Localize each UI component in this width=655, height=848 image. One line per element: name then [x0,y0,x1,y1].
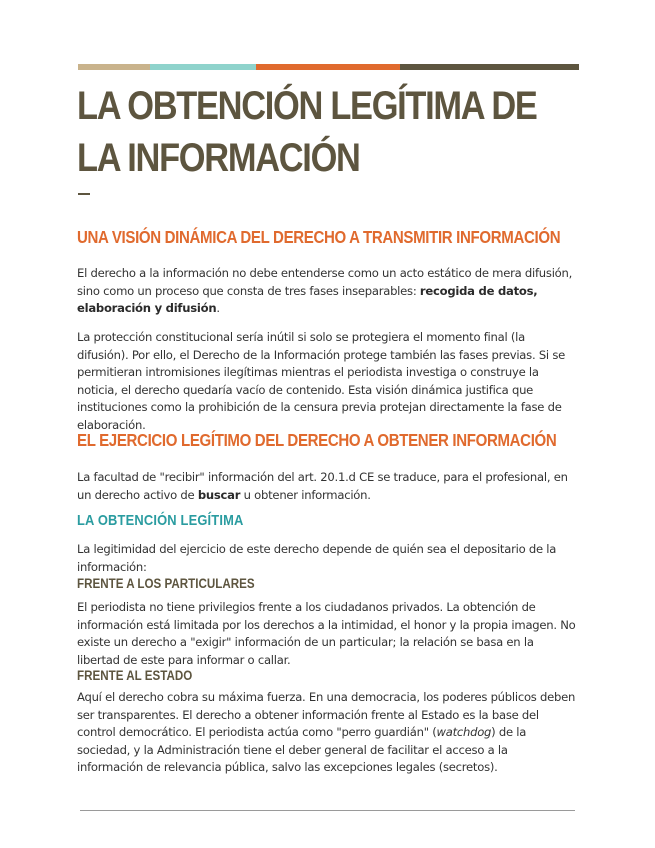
bar-segment-tan [78,64,150,70]
estado-paragraph [77,689,577,777]
particulares-heading: FRENTE A LOS PARTICULARES [77,576,255,591]
estado-text-a: Aquí el derecho cobra su máxima fuerza. En una democracia, los poderes públicos deben ser transparentes. El derecho a obtener información frente al Estado es la base del control democrático. El periodista actúa como "perro guardián" ( [77,690,576,739]
estado-heading: FRENTE AL ESTADO [77,668,193,683]
section2-paragraph2: La legitimidad del ejercicio de este derecho depende de quién sea el depositario de la información: [77,542,557,574]
section1-p1-end: . [216,301,220,315]
section1-p1-text: El derecho a la información no debe entenderse como un acto estático de mera difusión, sino como un proceso que consta de tres fases inseparables: [77,266,573,298]
section2-paragraph1 [77,469,577,504]
estado-text-b: ) de la sociedad, y la Administración tiene el deber general de facilitar el acceso a la información de relevancia pública, salvo las excepciones legales (secretos). [77,725,527,774]
title-underline-dash [78,193,90,195]
section1-p1-bold: recogida de datos, elaboración y difusión [77,283,538,315]
bar-segment-teal [150,64,256,70]
section2-heading: EL EJERCICIO LEGÍTIMO DEL DERECHO A OBTENER INFORMACIÓN [77,430,557,450]
page-title [77,80,537,184]
page-title-line1: LA OBTENCIÓN LEGÍTIMA DE [77,84,537,128]
particulares-paragraph: El periodista no tiene privilegios frente a los ciudadanos privados. La obtención de información está limitada por los derechos a la intimidad, el honor y la propia imagen. No existe un derecho a "exigir" información de un particular; la relación se basa en la libertad de este para informar o callar. [77,600,576,667]
page-title-line2: LA INFORMACIÓN [77,136,360,180]
bar-segment-brown [400,64,579,70]
section2-subheading: LA OBTENCIÓN LEGÍTIMA [77,512,244,529]
section1-heading: UNA VISIÓN DINÁMICA DEL DERECHO A TRANSMITIR INFORMACIÓN [77,227,561,247]
decorative-top-bar [78,64,579,70]
section1-paragraph2: La protección constitucional sería inútil si solo se protegiera el momento final (la difusión). Por ello, el Derecho de la Información protege también las fases previas. Si se permitieran intromisiones ilegítimas mientras el periodista investiga o construye la noticia, el derecho quedaría vacío de contenido. Esta visión dinámica justifica que instituciones como la prohibición de la censura previa protejan directamente la fase de elaboración. [77,330,566,432]
bar-segment-orange [256,64,400,70]
footer-divider [80,810,575,811]
section2-p1-bold: buscar [197,487,241,502]
section2-p1-end: u obtener información. [240,487,371,502]
estado-text-italic: watchdog [436,725,492,739]
section1-paragraph1 [77,265,577,318]
section2-p1-text: La facultad de "recibir" información del art. 20.1.d CE se traduce, para el profesional, en un derecho activo de [77,470,568,502]
